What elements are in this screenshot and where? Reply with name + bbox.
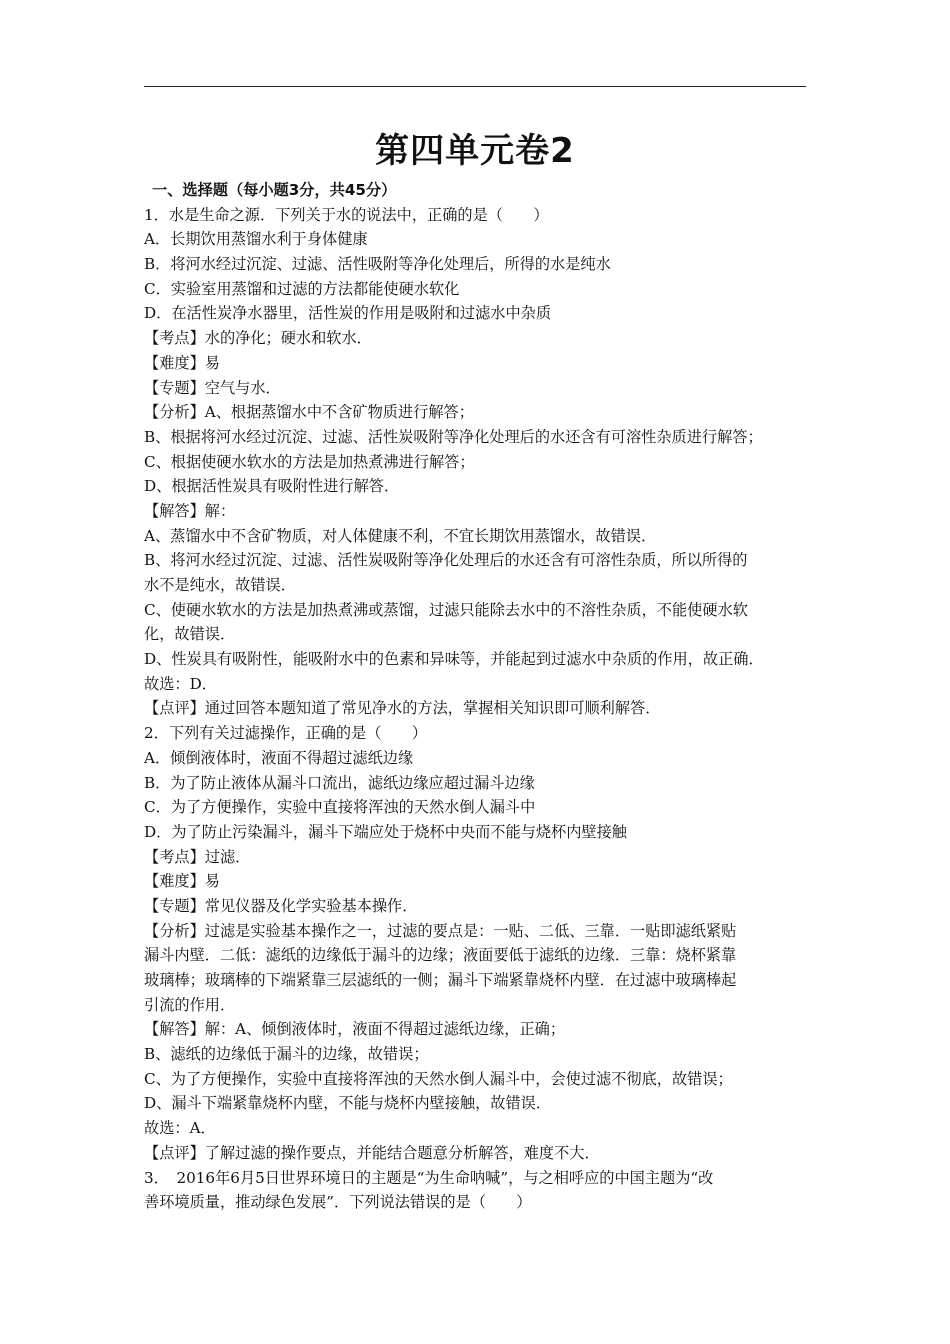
text-line: 【点评】了解过滤的操作要点，并能结合题意分析解答，难度不大． (144, 1143, 600, 1162)
text-line: 漏斗内壁．二低：滤纸的边缘低于漏斗的边缘；液面要低于滤纸的边缘．三靠：烧杯紧靠 (144, 946, 737, 965)
document-body (144, 178, 810, 1215)
text-line: 【难度】易 (144, 353, 220, 372)
text-line: D、漏斗下端紧靠烧杯内壁，不能与烧杯内壁接触，故错误． (144, 1094, 552, 1113)
text-line: 故选：D． (144, 674, 217, 693)
text-line: 【点评】通过回答本题知道了常见净水的方法，掌握相关知识即可顺利解答． (144, 699, 661, 718)
text-line: B．为了防止液体从漏斗口流出，滤纸边缘应超过漏斗边缘 (144, 773, 535, 792)
text-line: 【分析】过滤是实验基本操作之一，过滤的要点是：一贴、二低、三靠．一贴即滤纸紧贴 (144, 921, 737, 940)
text-line: 善环境质量，推动绿色发展”．下列说法错误的是（ ） (144, 1193, 532, 1212)
text-line: D、根据活性炭具有吸附性进行解答． (144, 477, 400, 496)
text-line: D．为了防止污染漏斗，漏斗下端应处于烧杯中央而不能与烧杯内壁接触 (144, 822, 627, 841)
text-line: 【考点】水的净化；硬水和软水． (144, 329, 372, 348)
text-line: 【难度】易 (144, 872, 220, 891)
document-title: 第四单元卷2 (375, 131, 575, 171)
text-line: 玻璃棒；玻璃棒的下端紧靠三层滤纸的一侧；漏斗下端紧靠烧杯内壁．在过滤中玻璃棒起 (144, 971, 737, 989)
text-line: 故选：A． (144, 1119, 216, 1138)
text-line: B、滤纸的边缘低于漏斗的边缘，故错误； (144, 1045, 429, 1064)
text-line: C、根据使硬水软水的方法是加热煮沸进行解答； (144, 452, 475, 471)
text-line: 引流的作用． (144, 995, 236, 1014)
text-line: 【解答】解：A、倾倒液体时，液面不得超过滤纸边缘，正确； (144, 1020, 566, 1039)
text-line: D、性炭具有吸附性，能吸附水中的色素和异味等，并能起到过滤水中杂质的作用，故正确． (144, 650, 764, 669)
text-line: A、蒸馏水中不含矿物质，对人体健康不利，不宜长期饮用蒸馏水，故错误． (144, 526, 657, 545)
text-line: 【专题】常见仪器及化学实验基本操作． (144, 896, 418, 915)
text-line: 3． 2016年6月5日世界环境日的主题是“为生命呐喊”，与之相呼应的中国主题为“改 (144, 1168, 714, 1187)
text-line: 【考点】过滤． (144, 847, 251, 866)
text-line: C、使硬水软水的方法是加热煮沸或蒸馏，过滤只能除去水中的不溶性杂质，不能使硬水软 (144, 600, 748, 619)
text-line: A．倾倒液体时，液面不得超过滤纸边缘 (144, 748, 414, 767)
text-line: 【解答】解： (144, 501, 236, 520)
text-line: 【分析】A、根据蒸馏水中不含矿物质进行解答； (144, 403, 474, 422)
text-line: B．将河水经过沉淀、过滤、活性吸附等净化处理后，所得的水是纯水 (144, 255, 611, 274)
text-line: B、将河水经过沉淀、过滤、活性炭吸附等净化处理后的水还含有可溶性杂质，所以所得的 (144, 551, 748, 570)
text-line: C．为了方便操作，实验中直接将浑浊的天然水倒人漏斗中 (144, 798, 536, 817)
text-line: 化，故错误． (144, 625, 236, 644)
text-line: A．长期饮用蒸馏水利于身体健康 (144, 230, 368, 249)
text-line: 水不是纯水，故错误． (144, 576, 296, 594)
text-line: D．在活性炭净水器里，活性炭的作用是吸附和过滤水中杂质 (144, 304, 552, 323)
text-line: B、根据将河水经过沉淀、过滤、活性炭吸附等净化处理后的水还含有可溶性杂质进行解答； (144, 427, 763, 446)
text-line: 1．水是生命之源．下列关于水的说法中，正确的是（ ） (144, 205, 549, 224)
text-line: C、为了方便操作，实验中直接将浑浊的天然水倒人漏斗中，会使过滤不彻底，故错误； (144, 1069, 733, 1088)
header-rule (144, 86, 806, 87)
section-heading: 一、选择题（每小题3分，共45分） (152, 181, 397, 199)
text-line: C．实验室用蒸馏和过滤的方法都能使硬水软化 (144, 279, 460, 298)
text-line: 2．下列有关过滤操作，正确的是（ ） (144, 724, 428, 743)
text-line: 【专题】空气与水． (144, 378, 281, 397)
